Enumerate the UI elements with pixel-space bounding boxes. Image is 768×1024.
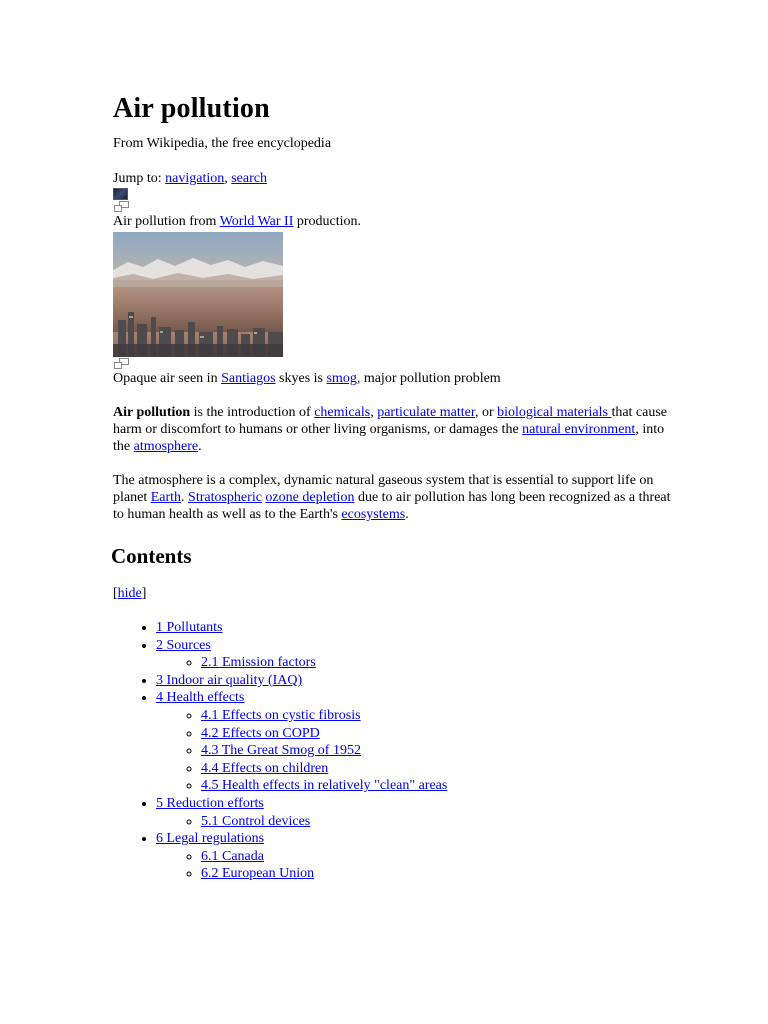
text-span: . xyxy=(405,507,409,522)
figure2-caption-mid: skyes is xyxy=(275,371,327,386)
toc-sublist xyxy=(156,654,673,672)
toc-subitem xyxy=(201,777,673,795)
enlarge-icon[interactable] xyxy=(113,201,131,213)
toc-link-control-devices[interactable]: 5.1 Control devices xyxy=(201,813,311,829)
contents-heading: Contents xyxy=(111,544,192,568)
stratospheric-link[interactable]: Stratospheric xyxy=(188,490,262,505)
bracket-open: [ xyxy=(113,586,118,601)
jump-search-link[interactable]: search xyxy=(231,171,267,186)
toc-link-sources[interactable]: 2 Sources xyxy=(156,637,211,653)
text-span: , xyxy=(370,405,378,420)
toc-item xyxy=(156,672,673,690)
atmosphere-link[interactable]: atmosphere xyxy=(133,439,199,454)
text-span: The atmosphere is a complex, dynamic natural gaseous system that is essential to support life on planet xyxy=(113,473,654,505)
toc-item xyxy=(156,619,673,637)
toc-link-indoor-air-quality[interactable]: 3 Indoor air quality (IAQ) xyxy=(156,672,303,688)
toc-subitem xyxy=(201,707,673,725)
toc-item xyxy=(156,637,673,672)
figure2-caption-end: , major pollution problem xyxy=(356,371,501,386)
world-war-ii-link[interactable]: World War II xyxy=(219,214,294,229)
wwii-thumbnail-image[interactable] xyxy=(113,188,128,200)
toc-sublist xyxy=(156,848,673,883)
toc-toggle xyxy=(113,585,673,602)
toc-subitem xyxy=(201,760,673,778)
text-span: that cause harm or discomfort to humans or other living organisms, or damages the xyxy=(113,405,668,437)
santiagos-link[interactable]: Santiagos xyxy=(221,371,276,386)
intro-paragraph xyxy=(113,404,673,455)
enlarge-icon[interactable] xyxy=(113,358,131,370)
figure1-caption-end: production. xyxy=(293,214,362,229)
table-of-contents xyxy=(113,619,673,883)
toc-subitem xyxy=(201,742,673,760)
toc-link-pollutants[interactable]: 1 Pollutants xyxy=(156,620,223,635)
toc-link-canada[interactable]: 6.1 Canada xyxy=(201,848,264,864)
santiago-smog-photo[interactable] xyxy=(113,232,283,357)
toc-subitem xyxy=(201,848,673,866)
figure2-caption xyxy=(113,370,673,387)
text-span: . xyxy=(198,439,202,454)
text-span: . xyxy=(181,490,189,505)
toc-link-reduction-efforts[interactable]: 5 Reduction efforts xyxy=(156,795,264,811)
natural-environment-link[interactable]: natural environment xyxy=(522,422,636,437)
toc-link-health-effects[interactable]: 4 Health effects xyxy=(156,690,245,706)
particulate-matter-link[interactable]: particulate matter xyxy=(377,405,475,420)
atmosphere-paragraph xyxy=(113,472,673,523)
page-title: Air pollution xyxy=(113,93,270,124)
text-span: , or xyxy=(474,405,498,420)
site-tagline: From Wikipedia, the free encyclopedia xyxy=(113,136,332,151)
toc-subitem xyxy=(201,725,673,743)
toc-item xyxy=(156,689,673,795)
toc-link-european-union[interactable]: 6.2 European Union xyxy=(201,866,315,882)
text-span: , into the xyxy=(113,422,665,454)
toc-subitem xyxy=(201,654,673,672)
toc-link-children[interactable]: 4.4 Effects on children xyxy=(201,760,329,776)
toc-link-legal-regulations[interactable]: 6 Legal regulations xyxy=(156,831,265,847)
lead-term: Air pollution xyxy=(113,405,191,420)
toc-link-copd[interactable]: 4.2 Effects on COPD xyxy=(201,725,320,741)
jump-prefix: Jump to: xyxy=(113,171,166,186)
jump-links xyxy=(113,170,673,187)
text-span: due to air pollution has long been recognized as a threat to human health as well as to the Earth's xyxy=(113,490,671,522)
toc-link-great-smog[interactable]: 4.3 The Great Smog of 1952 xyxy=(201,743,361,759)
toc-sublist xyxy=(156,813,673,831)
figure1-caption-text: Air pollution from xyxy=(113,214,220,229)
jump-separator: , xyxy=(224,171,232,186)
chemicals-link[interactable]: chemicals xyxy=(314,405,371,420)
toc-subitem xyxy=(201,865,673,883)
bracket-close: ] xyxy=(141,586,147,601)
toc-link-cystic-fibrosis[interactable]: 4.1 Effects on cystic fibrosis xyxy=(201,707,361,723)
toc-item xyxy=(156,795,673,830)
toc-link-clean-areas[interactable]: 4.5 Health effects in relatively "clean" areas xyxy=(201,778,448,794)
earth-link[interactable]: Earth xyxy=(150,490,182,505)
ecosystems-link[interactable]: ecosystems xyxy=(341,507,406,522)
ozone-depletion-link[interactable]: ozone depletion xyxy=(265,490,355,505)
figure2-caption-text: Opaque air seen in xyxy=(113,371,222,386)
toc-link-emission-factors[interactable]: 2.1 Emission factors xyxy=(201,655,316,671)
toc-hide-link[interactable]: hide xyxy=(117,586,142,601)
toc-subitem xyxy=(201,813,673,831)
toc-item xyxy=(156,830,673,883)
smog-link[interactable]: smog xyxy=(326,371,357,386)
figure1-caption xyxy=(113,213,673,230)
jump-navigation-link[interactable]: navigation xyxy=(165,171,225,186)
text-span: is the introduction of xyxy=(190,405,315,420)
biological-materials-link[interactable]: biological materials xyxy=(497,405,612,420)
toc-sublist xyxy=(156,707,673,795)
